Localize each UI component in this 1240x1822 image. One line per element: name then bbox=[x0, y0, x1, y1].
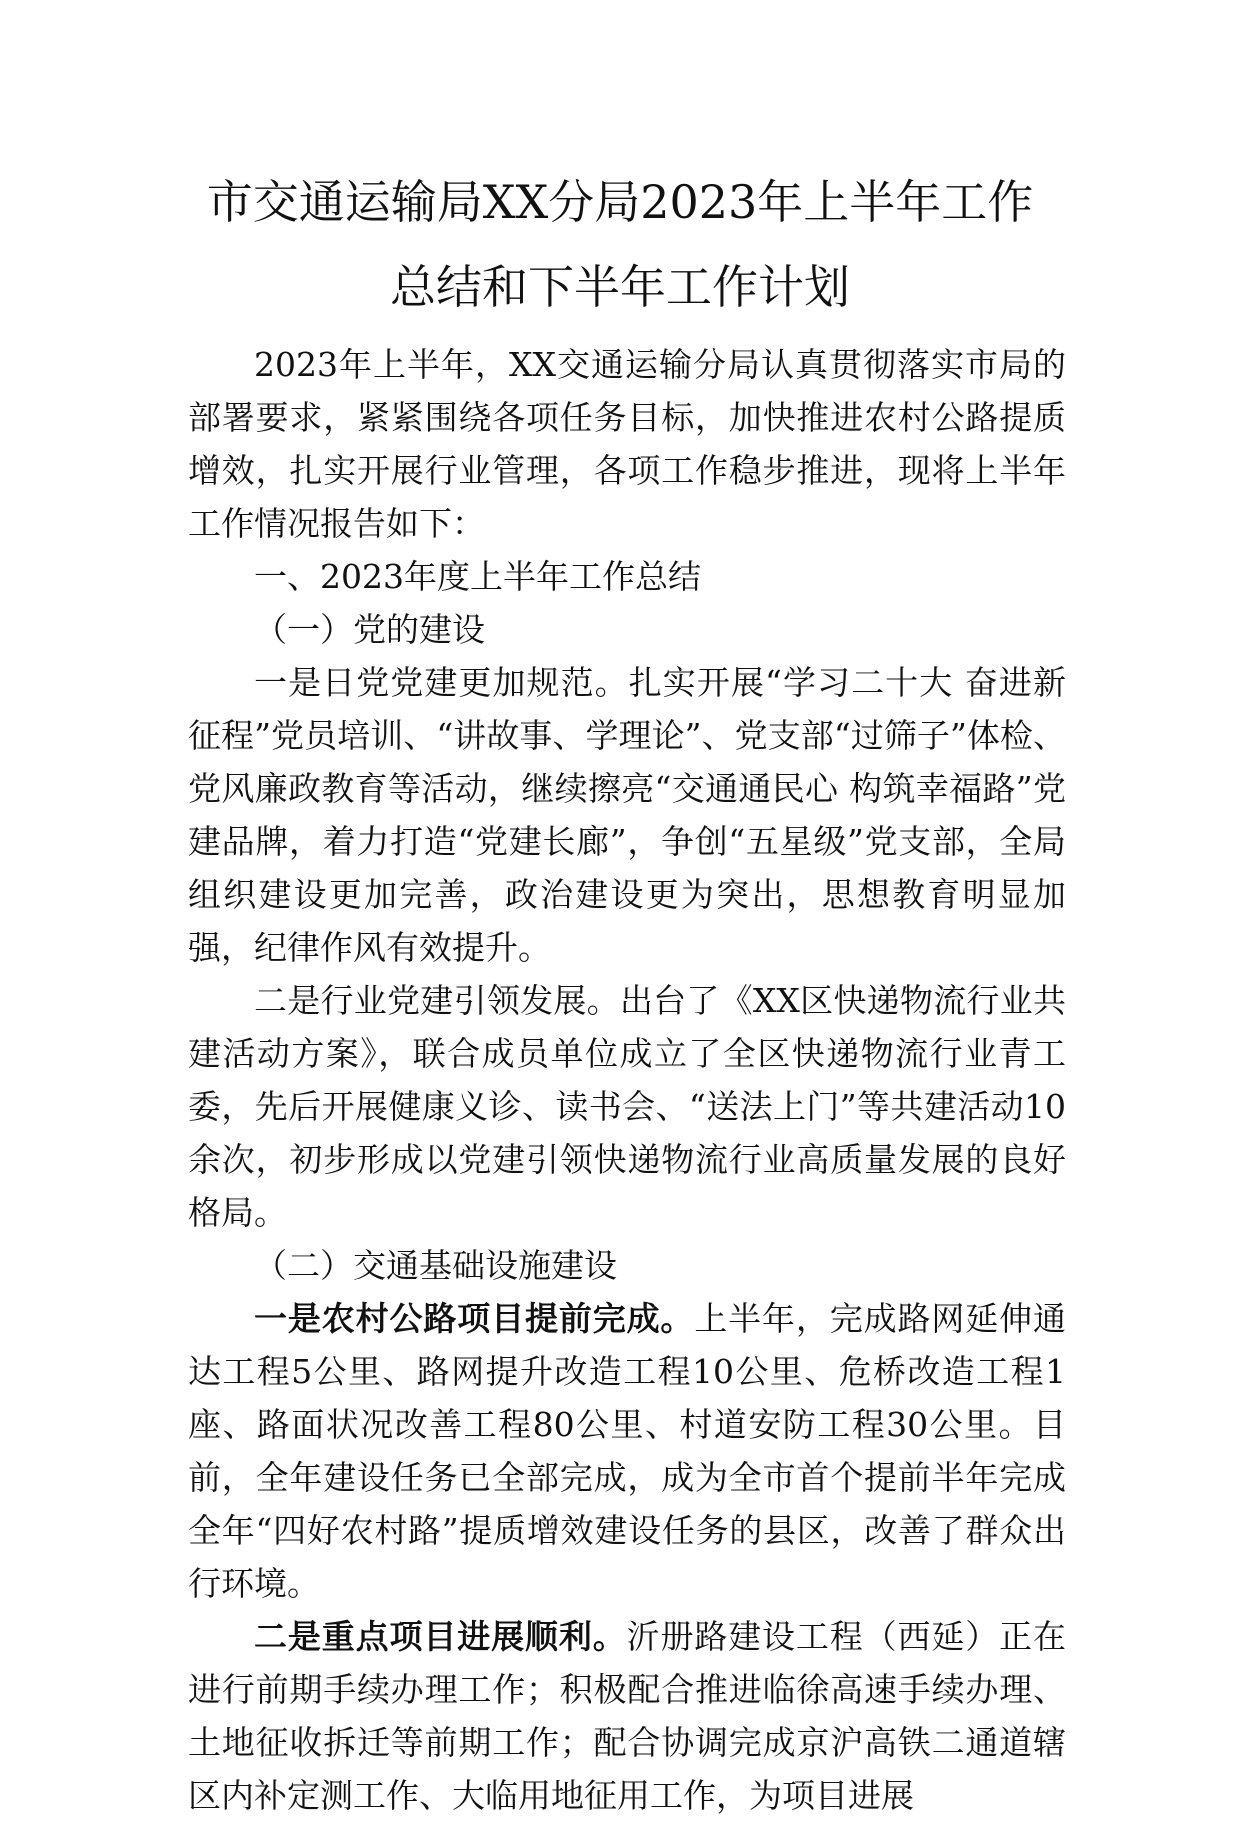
body-paragraph: 一是日党党建更加规范。扎实开展“学习二十大 奋进新征程”党员培训、“讲故事、学理论”、党支部“过筛子”体检、党风廉政教育等活动，继续擦亮“交通通民心 构筑幸福路”党建品牌，着力打造“党建长廊”，争创“五星级”党支部，全局组织建设更加完善，政治建设更为突出，思想教育明显加强，纪律作风有效提升。 bbox=[188, 663, 1066, 967]
paragraph-text: 沂册路建设工程（西延）正在进行前期手续办理工作；积极配合推进临徐高速手续办理、土地征收拆迁等前期工作；配合协调完成京沪高铁二通道辖区内补定测工作、大临用地征用工作，为项目进展 bbox=[188, 1617, 1067, 1815]
subsection-heading: （一）党的建设 bbox=[254, 610, 485, 649]
document-title-line1: 市交通运输局XX分局2023年上半年工作 bbox=[206, 175, 1034, 229]
body-paragraph bbox=[188, 1292, 1066, 1610]
body-paragraph: 二是行业党建引领发展。出台了《XX区快递物流行业共建活动方案》，联合成员单位成立了全区快递物流行业青工委，先后开展健康义诊、读书会、“送法上门”等共建活动10余次，初步形成以党建引领快递物流行业高质量发展的良好格局。 bbox=[188, 981, 1066, 1232]
body-paragraph bbox=[188, 1610, 1066, 1822]
subsection-heading: （二）交通基础设施建设 bbox=[254, 1246, 617, 1285]
paragraph-lead: 二是重点项目进展顺利。 bbox=[254, 1617, 627, 1656]
document-title-line2: 总结和下半年工作计划 bbox=[390, 260, 850, 314]
section-heading: 一、2023年度上半年工作总结 bbox=[254, 557, 701, 596]
paragraph-text: 上半年，完成路网延伸通达工程5公里、路网提升改造工程10公里、危桥改造工程1座、路面状况改善工程80公里、村道安防工程30公里。目前，全年建设任务已全部完成，成为全市首个提前半年完成全年“四好农村路”提质增效建设任务的县区，改善了群众出行环境。 bbox=[188, 1299, 1067, 1603]
paragraph-lead: 一是农村公路项目提前完成。 bbox=[254, 1299, 695, 1338]
intro-paragraph: 2023年上半年，XX交通运输分局认真贯彻落实市局的部署要求，紧紧围绕各项任务目标，加快推进农村公路提质增效，扎实开展行业管理，各项工作稳步推进，现将上半年工作情况报告如下： bbox=[188, 345, 1066, 543]
document-body bbox=[188, 338, 1066, 1822]
